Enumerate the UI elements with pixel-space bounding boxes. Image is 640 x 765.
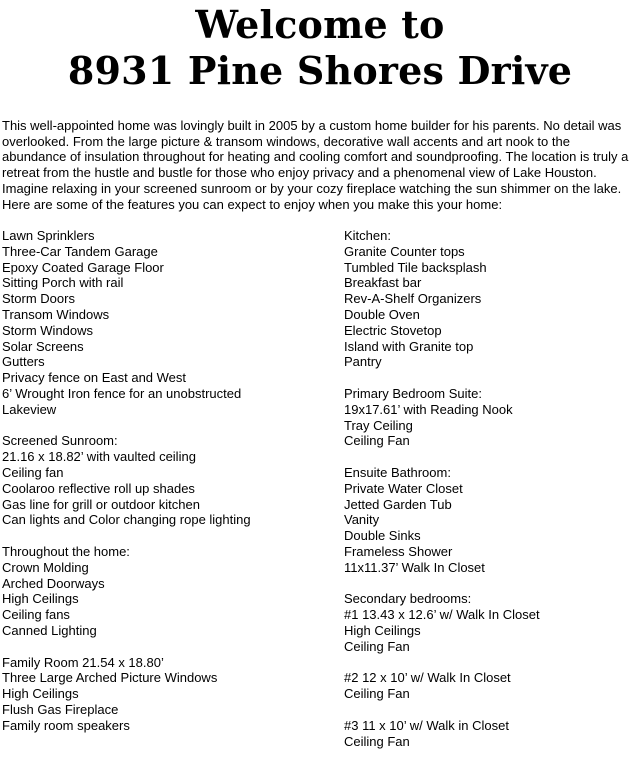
feature-group-heading: Lawn Sprinklers: [2, 228, 95, 243]
feature-item: Gutters: [2, 354, 45, 370]
title-line-2: 8931 Pine Shores Drive: [67, 48, 573, 93]
feature-item: Pantry: [344, 354, 382, 370]
feature-group-heading: Screened Sunroom:: [2, 433, 118, 449]
feature-item: Tumbled Tile backsplash: [344, 259, 487, 275]
feature-item: Canned Lighting: [2, 622, 97, 638]
feature-item: Electric Stovetop: [344, 322, 442, 338]
feature-item: Transom Windows: [2, 306, 110, 322]
feature-item: Epoxy Coated Garage Floor: [2, 259, 164, 275]
feature-item: Coolaroo reflective roll up shades: [2, 480, 195, 496]
feature-item: Storm Windows: [2, 322, 94, 338]
feature-group-heading: Primary Bedroom Suite:: [344, 385, 482, 401]
feature-item: Double Sinks: [344, 528, 421, 544]
feature-group-heading: #2 12 x 10’ w/ Walk In Closet: [344, 670, 511, 686]
feature-item: Family room speakers: [2, 717, 130, 733]
feature-item: Tray Ceiling: [344, 417, 413, 433]
intro-paragraph: This well-appointed home was lovingly built in 2005 by a custom home builder for his parents. No detail was overlooked. From the large picture & transom windows, decorative wall accents and art nook to the abundance of insulation throughout for heating and cooling comfort and soundproofing. The location is truly a retreat from the hustle and bustle for those who enjoy privacy and a phenomenal view of Lake Houston. Imagine relaxing in your screened sunroom or by your cozy fireplace watching the sun shimmer on the lake. Here are some of the features you can expect to enjoy when you make this your home:: [2, 118, 629, 212]
feature-item: Ceiling Fan: [344, 638, 410, 654]
feature-item: High Ceilings: [344, 622, 421, 638]
feature-item: Granite Counter tops: [344, 243, 465, 259]
feature-item: 19x17.61’ with Reading Nook: [344, 401, 513, 417]
feature-item: High Ceilings: [2, 591, 79, 607]
feature-item: Lakeview: [2, 401, 57, 417]
features-right-column: [344, 228, 634, 765]
feature-item: #1 13.43 x 12.6’ w/ Walk In Closet: [344, 607, 540, 623]
title-line-1: Welcome to: [195, 2, 445, 47]
feature-item: Vanity: [344, 512, 380, 528]
feature-item: Jetted Garden Tub: [344, 496, 452, 512]
feature-item: Ceiling Fan: [344, 686, 410, 702]
features-left-column: [2, 228, 322, 749]
feature-group-heading: Family Room 21.54 x 18.80’: [2, 654, 164, 670]
feature-item: Flush Gas Fireplace: [2, 701, 119, 717]
feature-group: [344, 386, 634, 449]
feature-item: Privacy fence on East and West: [2, 370, 187, 386]
feature-group: [2, 228, 322, 418]
feature-group: [2, 433, 322, 528]
feature-group-heading: #3 11 x 10’ w/ Walk in Closet: [344, 717, 509, 733]
feature-group: [344, 465, 634, 576]
feature-item: 11x11.37’ Walk In Closet: [344, 559, 485, 575]
feature-group: [2, 655, 322, 734]
feature-item: Crown Molding: [2, 559, 89, 575]
feature-item: Solar Screens: [2, 338, 84, 354]
feature-group: [344, 670, 634, 702]
feature-item: Frameless Shower: [344, 543, 453, 559]
feature-item: Three-Car Tandem Garage: [2, 243, 158, 259]
feature-item: Double Oven: [344, 306, 420, 322]
feature-item: Ceiling fan: [2, 464, 64, 480]
feature-item: High Ceilings: [2, 686, 79, 702]
feature-item: Storm Doors: [2, 291, 75, 307]
feature-item: Gas line for grill or outdoor kitchen: [2, 496, 200, 512]
feature-item: Ceiling Fan: [344, 433, 410, 449]
feature-group-heading: Ensuite Bathroom:: [344, 464, 451, 480]
feature-item: Arched Doorways: [2, 575, 105, 591]
feature-group: [344, 228, 634, 370]
feature-item: Rev-A-Shelf Organizers: [344, 291, 482, 307]
feature-item: 21.16 x 18.82’ with vaulted ceiling: [2, 449, 196, 465]
feature-item: Sitting Porch with rail: [2, 275, 124, 291]
feature-item: Ceiling fans: [2, 607, 70, 623]
feature-item: Breakfast bar: [344, 275, 422, 291]
page-title: [0, 2, 640, 94]
feature-item: Ceiling Fan: [344, 733, 410, 749]
feature-item: 6’ Wrought Iron fence for an unobstructed: [2, 385, 242, 401]
feature-group-heading: Secondary bedrooms:: [344, 591, 472, 607]
feature-item: Private Water Closet: [344, 480, 463, 496]
feature-group: [2, 544, 322, 639]
feature-group-heading: Kitchen:: [344, 228, 391, 243]
feature-item: Can lights and Color changing rope lighting: [2, 512, 251, 528]
feature-item: Island with Granite top: [344, 338, 474, 354]
feature-item: Three Large Arched Picture Windows: [2, 670, 218, 686]
feature-group: [344, 591, 634, 654]
feature-group-heading: Throughout the home:: [2, 543, 130, 559]
feature-group: [344, 718, 634, 750]
